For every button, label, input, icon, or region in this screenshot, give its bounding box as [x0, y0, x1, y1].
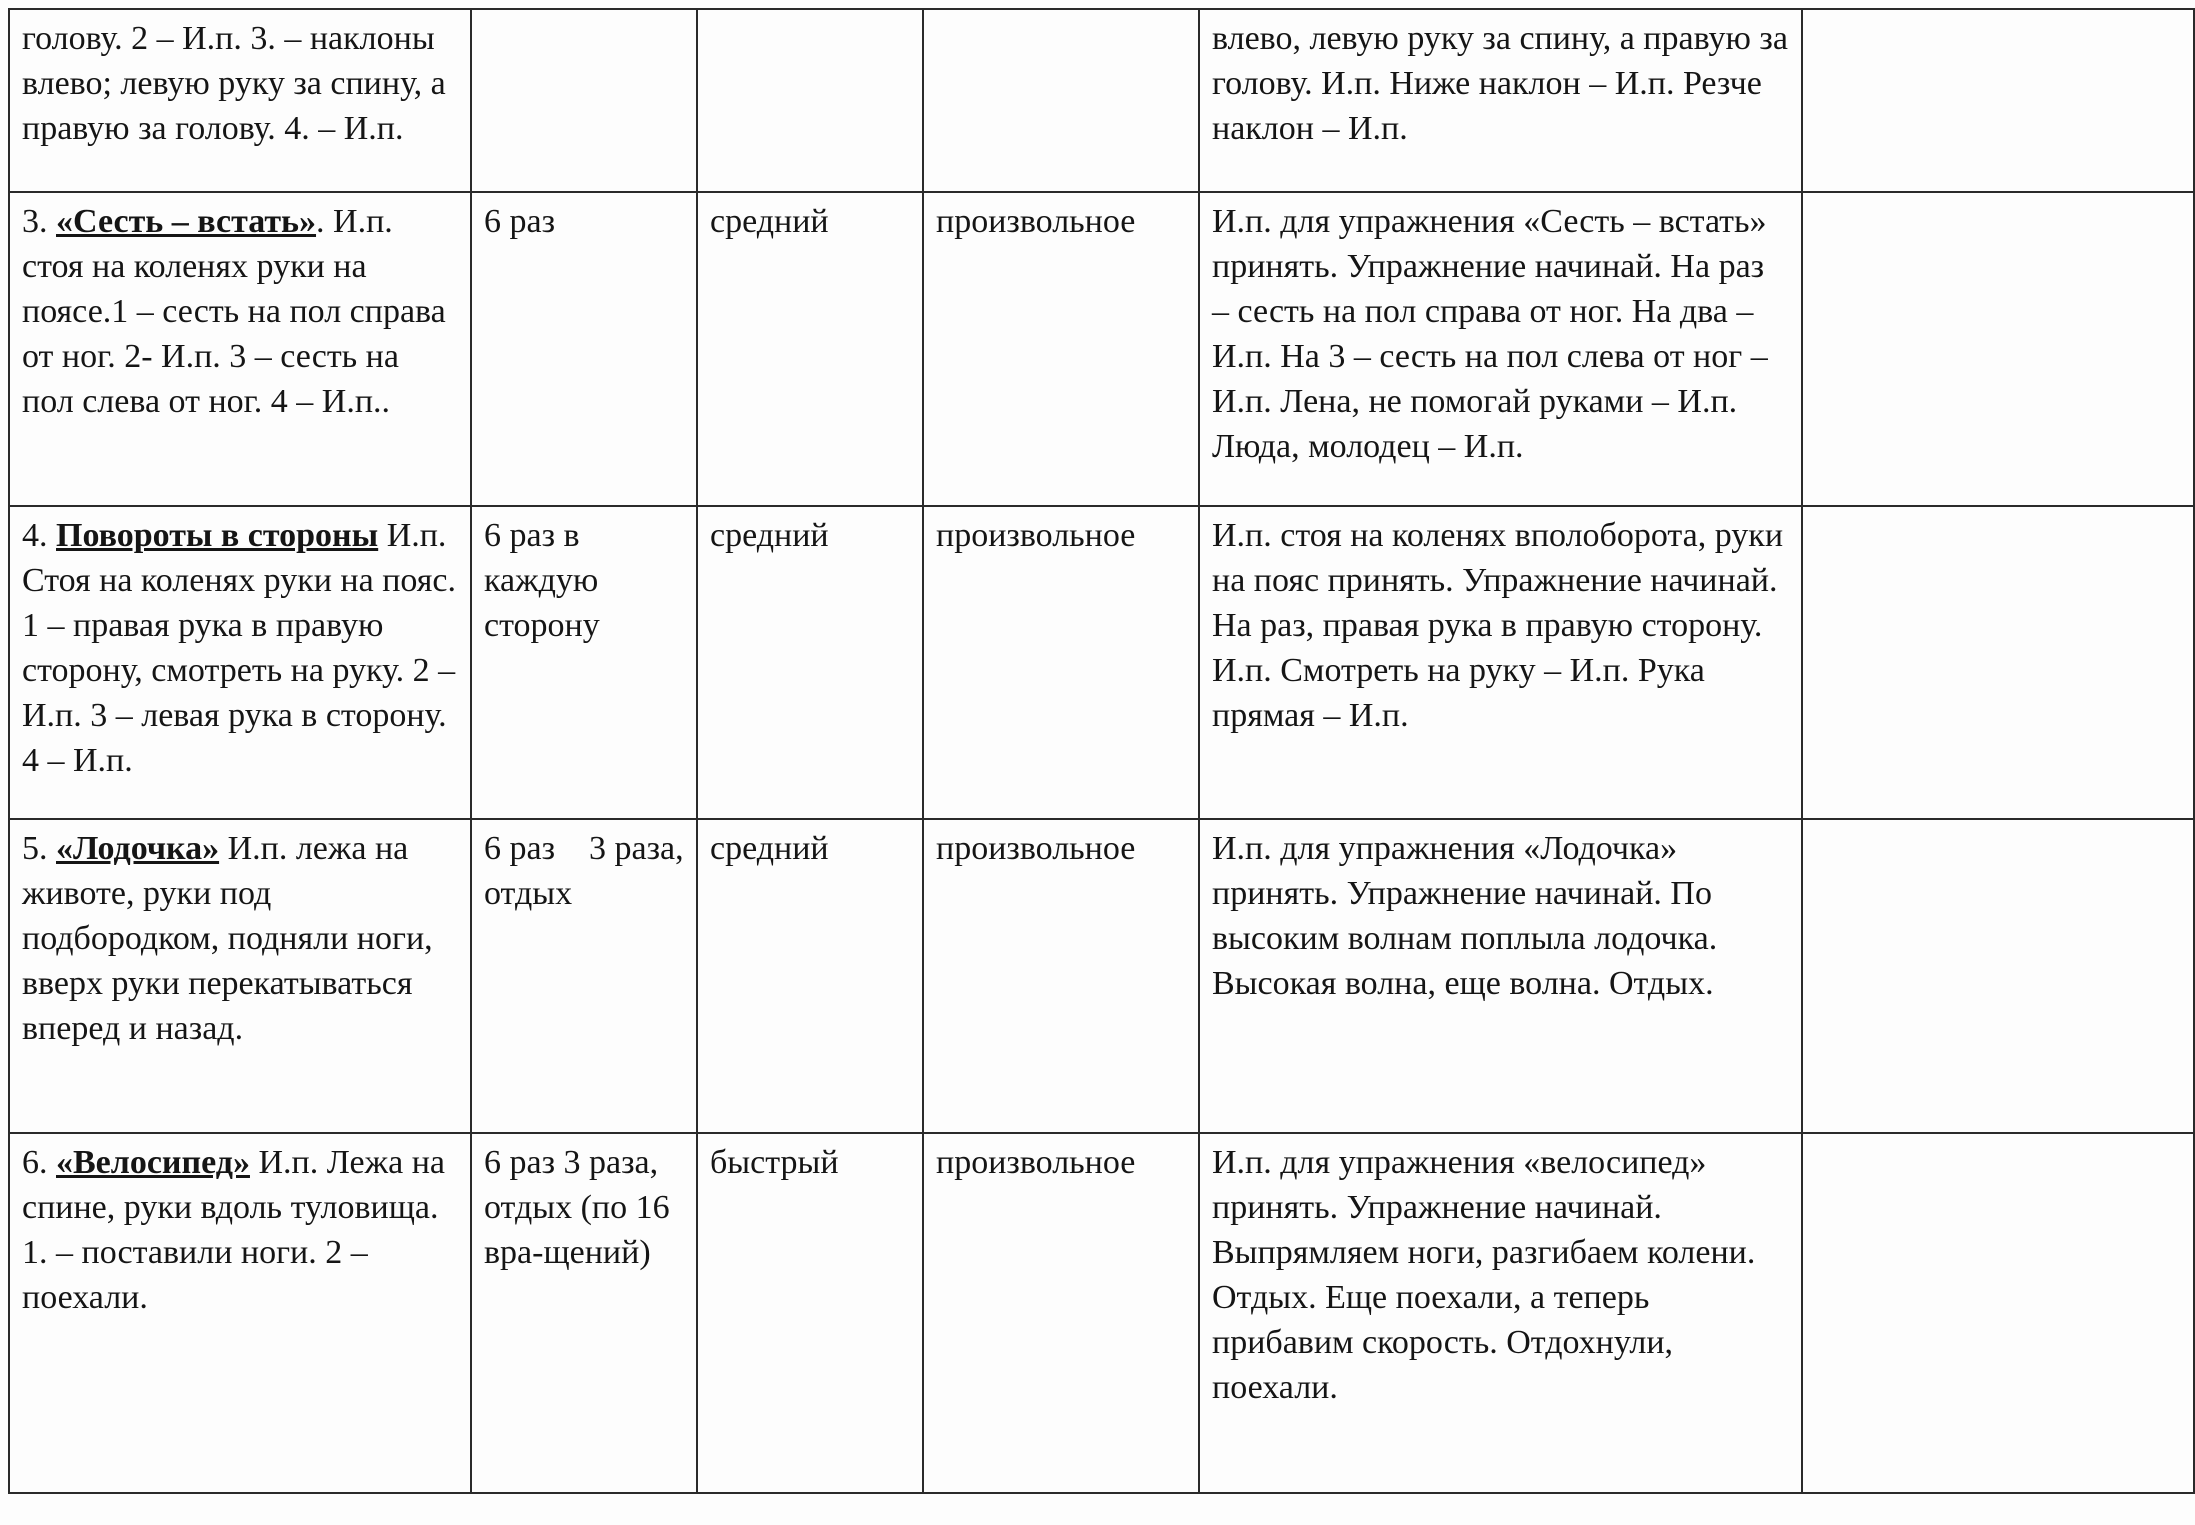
exercise-title: «Сесть – встать» — [56, 203, 317, 240]
exercise-cell — [9, 506, 471, 819]
instructions-cell — [1199, 1133, 1802, 1493]
exercise-number: 4. — [22, 517, 56, 554]
exercise-title: «Лодочка» — [56, 830, 220, 867]
tempo-cell — [697, 1133, 923, 1493]
exercise-number: 6. — [22, 1144, 56, 1181]
tempo-cell — [697, 506, 923, 819]
exercise-description: голову. 2 – И.п. 3. – наклоны влево; левую руку за спину, а правую за голову. 4. – И.п. — [22, 20, 446, 147]
breathing-cell — [923, 506, 1199, 819]
exercise-title: «Велосипед» — [56, 1144, 250, 1181]
notes-cell — [1802, 1133, 2194, 1493]
breathing-cell — [923, 819, 1199, 1133]
dosage-value: 6 раз — [484, 203, 556, 240]
dosage-cell — [471, 9, 697, 192]
tempo-cell — [697, 9, 923, 192]
exercise-title: Повороты в стороны — [56, 517, 379, 554]
breathing-cell — [923, 1133, 1199, 1493]
dosage-cell — [471, 192, 697, 506]
exercise-description: И.п. лежа на животе, руки под подбородком, подняли ноги, вверх руки перекатываться вперед и назад. — [22, 830, 433, 1047]
exercise-description: И.п. Лежа на спине, руки вдоль туловища. 1. – поставили ноги. 2 – поехали. — [22, 1144, 446, 1316]
dosage-cell — [471, 819, 697, 1133]
breathing-value: произвольное — [936, 203, 1136, 240]
notes-cell — [1802, 506, 2194, 819]
dosage-value: 6 раз в каждую сторону — [484, 517, 600, 644]
instructions-text: влево, левую руку за спину, а правую за голову. И.п. Ниже наклон – И.п. Резче наклон – И.п. — [1212, 20, 1788, 147]
dosage-cell — [471, 506, 697, 819]
breathing-value: произвольное — [936, 830, 1136, 867]
instructions-text: И.п. для упражнения «велосипед» принять. Упражнение начинай. Выпрямляем ноги, разгибаем колени. Отдых. Еще поехали, а теперь прибавим скорость. Отдохнули, поехали. — [1212, 1144, 1756, 1406]
tempo-cell — [697, 819, 923, 1133]
tempo-cell — [697, 192, 923, 506]
table-row — [9, 1133, 2194, 1493]
breathing-value: произвольное — [936, 1144, 1136, 1181]
table-row — [9, 192, 2194, 506]
exercise-number: 3. — [22, 203, 56, 240]
instructions-text: И.п. для упражнения «Лодочка» принять. Упражнение начинай. По высоким волнам поплыла лодочка. Высокая волна, еще волна. Отдых. — [1212, 830, 1718, 1002]
instructions-cell — [1199, 506, 1802, 819]
dosage-cell — [471, 1133, 697, 1493]
instructions-cell — [1199, 819, 1802, 1133]
exercise-table — [8, 8, 2195, 1494]
notes-cell — [1802, 192, 2194, 506]
table-row — [9, 506, 2194, 819]
instructions-text: И.п. для упражнения «Сесть – встать» принять. Упражнение начинай. На раз – сесть на пол справа от ног. На два – И.п. На 3 – сесть на пол слева от ног – И.п. Лена, не помогай руками – И.п. Люда, молодец – И.п. — [1212, 203, 1768, 465]
tempo-value: средний — [710, 203, 829, 240]
table-row — [9, 819, 2194, 1133]
exercise-cell — [9, 192, 471, 506]
tempo-value: средний — [710, 830, 829, 867]
breathing-cell — [923, 192, 1199, 506]
dosage-value: 6 раз 3 раза, отдых — [484, 830, 693, 912]
exercise-description: И.п. Стоя на коленях руки на пояс. 1 – правая рука в правую сторону, смотреть на руку. 2 – И.п. 3 – левая рука в сторону. 4 – И.п. — [22, 517, 456, 779]
exercise-number: 5. — [22, 830, 56, 867]
instructions-text: И.п. стоя на коленях вполоборота, руки на пояс принять. Упражнение начинай. На раз, правая рука в правую сторону. И.п. Смотреть на руку – И.п. Рука прямая – И.п. — [1212, 517, 1784, 734]
exercise-cell — [9, 819, 471, 1133]
instructions-cell — [1199, 192, 1802, 506]
instructions-cell — [1199, 9, 1802, 192]
notes-cell — [1802, 9, 2194, 192]
tempo-value: быстрый — [710, 1144, 839, 1181]
exercise-cell — [9, 9, 471, 192]
breathing-cell — [923, 9, 1199, 192]
dosage-value: 6 раз 3 раза, отдых (по 16 вра-щений) — [484, 1144, 670, 1271]
exercise-cell — [9, 1133, 471, 1493]
breathing-value: произвольное — [936, 517, 1136, 554]
notes-cell — [1802, 819, 2194, 1133]
table-row — [9, 9, 2194, 192]
tempo-value: средний — [710, 517, 829, 554]
exercise-description: . И.п. стоя на коленях руки на поясе.1 – сесть на пол справа от ног. 2- И.п. 3 – сесть на пол слева от ног. 4 – И.п.. — [22, 203, 446, 420]
